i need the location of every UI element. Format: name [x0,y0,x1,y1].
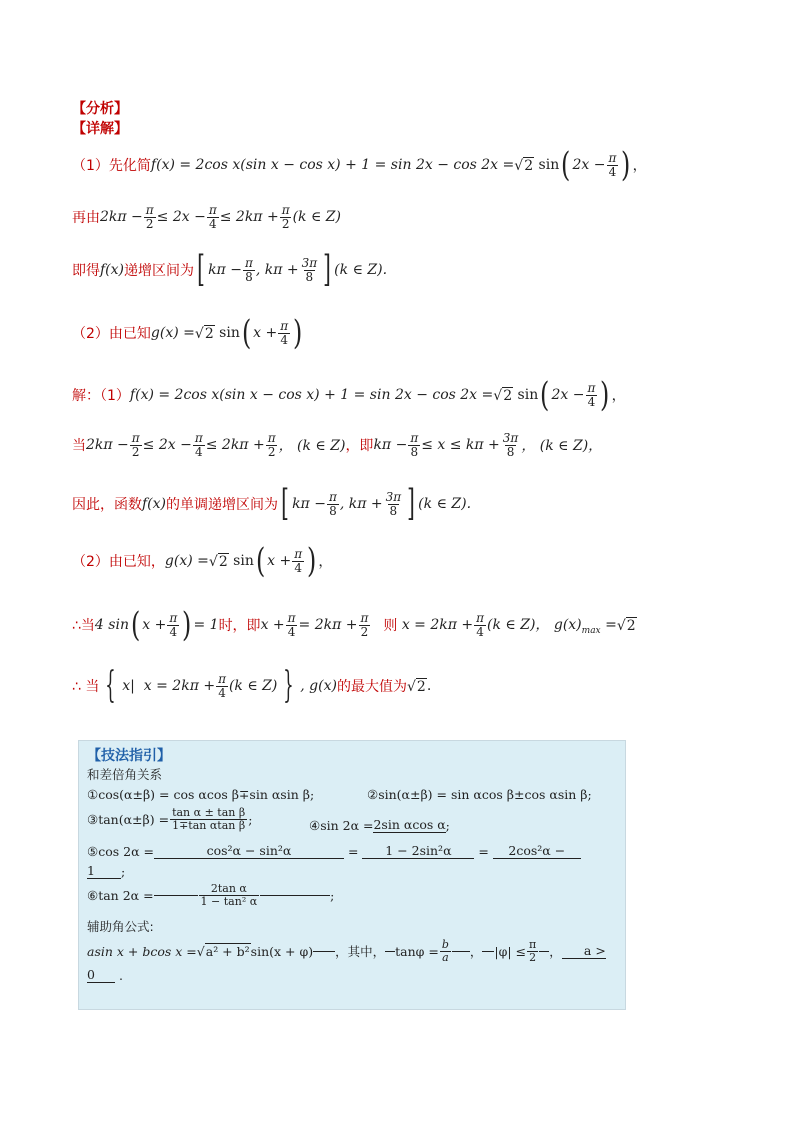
solution-step3-mid: 的单调递增区间为 [166,497,279,513]
analysis-line-3 [72,249,388,290]
analysis-heading: 【分析】 [72,101,128,117]
tips-title: 【技法指引】 [87,748,171,764]
expr-fx: f(x) [142,496,167,512]
expr-kpi: kπ − [292,496,326,512]
aux-tan-frac [440,939,451,963]
formula-tan-sum [87,807,252,831]
solution-line-1 [72,375,626,415]
expr-le-2x: ≤ 2x − [156,209,206,226]
solution-line-4 [72,541,333,581]
analysis-step1-expr: f(x) = 2cos x(sin x − cos x) + 1 = sin 2x − cos 2x = [150,157,515,173]
blank-line [313,951,335,952]
formula-sin-double-value: 2sin αcos α [373,817,446,832]
frac-numerator: π [529,938,537,951]
sin-text: sin [214,325,240,341]
frac-pi-2: $\frac{\pi}{2}$ [131,431,140,459]
expr-x-plus: x + [267,553,292,569]
formula-sin-double-label: ④sin 2α = [309,817,374,833]
expr-k-in-z: (k ∈ Z)， $g(x)_{max}$ = [487,617,617,636]
aux-sqrt: √ a² + b² [196,944,250,960]
solution-step5-mid1: 时，即 [218,618,261,634]
formula-tan-double [87,883,334,907]
frac-numerator: b [441,938,449,951]
blank-line [260,895,330,896]
equals: = [474,843,493,859]
solution-step4-label: （2）由已知， [72,554,165,570]
sqrt-2: √ 2 [208,553,228,570]
sin-text: sin [513,387,539,403]
expr-x-plus: x + [260,617,285,633]
solution-step3-label: 因此，函数 [72,497,142,513]
frac-3pi-8: $\frac{3\pi}{8}$ [301,255,318,284]
analysis-line-1 [72,145,647,185]
bracket-open: [ [197,249,205,290]
frac-3pi-8: $\frac{3\pi}{8}$ [502,431,519,459]
blank-line [385,951,395,952]
formula-cos-double-label: ⑤cos 2α = [87,843,154,859]
tips-subtitle: 和差倍角关系 [87,767,163,782]
paren-open: ( [255,541,266,581]
formula-cos-double-a: cos²α − sin²α [154,843,344,859]
aux-root: a² + b² [205,944,250,960]
sqrt-2: √ 2 [194,325,214,342]
period: . [115,967,123,983]
blank-line [482,951,494,952]
paren-open: ( [561,145,571,185]
expr-gx: g(x) = [150,325,195,341]
frac-pi-4: $\frac{\pi}{4}$ [169,610,178,639]
sqrt-2: √ 2 [406,678,426,695]
analysis-step2-label: 再由 [72,210,100,227]
expr-le-2x: ≤ 2x − [142,437,192,454]
paren-open: ( [241,313,252,353]
frac-pi-4: $\frac{\pi}{4}$ [608,150,617,179]
solution-line-3 [72,483,472,524]
frac-denominator: 2 [529,950,537,964]
comma: ， [469,944,483,960]
solution-line-5 [72,605,637,645]
formula-cos-double [87,843,581,859]
bracket-open: [ [281,483,289,524]
paren-close: ) [621,145,631,185]
expr-gx: , g(x) [300,678,337,694]
frac-denominator: 1∓tan αtan β [172,818,246,832]
semicolon: ; [248,811,253,827]
expr-x-eq: x = 2kπ + [397,617,474,633]
solution-step2-label: 当 [72,438,86,455]
blank-line [539,951,549,952]
expr-kpi-plus: , kπ + [339,496,383,512]
expr-le-x-le-kpi: ≤ x ≤ kπ + [421,437,500,454]
aux-zero: 0 [87,967,115,983]
comma: ， [632,158,647,174]
aux-where: ，其中， [335,944,386,960]
formula-aux-cont [87,967,123,983]
expr-kpi: kπ − [208,262,242,278]
paren-close: ) [293,313,303,353]
frac-denominator: a [442,950,449,964]
expr-set-x: x| x = 2kπ + [122,678,216,694]
aux-tail: sin(x + φ) [250,943,314,959]
expr-kpi-plus: , kπ + [255,262,299,278]
expr-le-2kpi: ≤ 2kπ + [205,437,265,454]
frac-pi-4: $\frac{\pi}{4}$ [218,671,226,700]
expr-k-in-z: (k ∈ Z) [292,209,341,226]
formula-tan-sum-label: ③tan(α±β) = [87,811,170,827]
expr-2kpi: 2kπ − [86,437,129,454]
expr-x-plus: x + [253,325,278,341]
solution-step5-label: ∴当 [72,618,95,634]
frac-pi-4: $\frac{\pi}{4}$ [208,203,217,231]
aux-phi: |φ| ≤ [494,943,527,959]
frac-pi-4: $\frac{\pi}{4}$ [476,610,485,639]
solution-step6-mid: 的最大值为 [336,679,407,695]
frac-pi-2: $\frac{\pi}{2}$ [281,203,290,231]
expr-4sin: 4 sin [94,617,129,633]
bracket-close: ] [323,249,332,290]
frac-pi-8: $\frac{\pi}{8}$ [410,431,419,459]
semicolon: ; [445,817,450,833]
bracket-close: ] [407,483,416,524]
expr-k-in-z: ， (k ∈ Z)， [521,438,603,455]
period: . [426,678,432,694]
aux-tan: tanφ = [395,943,439,959]
sqrt-2: √ 2 [514,157,534,174]
formula-tan-double-label: ⑥tan 2α = [87,887,154,903]
frac-3pi-8: $\frac{3\pi}{8}$ [385,489,402,518]
aux-apos: a > [562,943,606,959]
solution-step2-mid: ，即 [345,438,374,455]
formula-cos-double-c: 2cos²α − [493,843,581,859]
frac-numerator: tan α ± tan β [172,806,246,819]
formula-cos-double-b: 1 − 2sin²α [362,843,474,859]
solution-step6-label: ∴ 当 [72,679,100,695]
blank-line [154,895,198,896]
expr-eq-1: = 1 [193,617,219,633]
brace-close: } [283,665,294,706]
frac-numerator: 2tan α [210,882,247,895]
formula-cos-sum: ①cos(α±β) = cos αcos β∓sin αsin β; [87,787,315,802]
frac-pi-4: $\frac{\pi}{4}$ [587,380,596,409]
frac-pi-4: $\frac{\pi}{4}$ [280,318,289,347]
frac-pi-4: $\frac{\pi}{4}$ [294,546,303,575]
equals: = [343,843,363,859]
expr-2kpi: 2kπ − [100,209,143,226]
expr-x-plus: x + [142,617,167,633]
paren-open: ( [130,605,141,645]
paren-close: ) [600,375,610,415]
paren-close: ) [307,541,317,581]
sin-text: sin [228,553,254,569]
formula-cos-double-c2: 1 [87,863,121,879]
frac-pi-2: $\frac{\pi}{2}$ [360,610,369,639]
formula-aux [87,939,606,963]
expr-fx: f(x) [100,262,125,278]
formula-sin-sum: ②sin(α±β) = sin αcos β±cos αsin β; [367,787,592,802]
detail-heading: 【详解】 [72,121,128,137]
formula-tan-sum-frac [170,807,247,831]
frac-denominator: 1 − tan² α [200,894,258,908]
analysis-step3-label: 即得 [72,263,100,279]
sin-text: sin [534,157,560,173]
frac-pi-8: $\frac{\pi}{8}$ [244,255,253,284]
semicolon: ; [330,887,335,903]
expr-k-in-z: (k ∈ Z). [418,496,472,512]
expr-k-in-z: (k ∈ Z). [334,262,388,278]
aux-expr: asin x + bcos x = [87,943,197,959]
brace-open: { [105,665,116,706]
analysis-step1-label: （1）先化简 [72,158,151,174]
expr-2x: 2x − [572,157,606,173]
aux-pi-frac [527,939,538,963]
frac-pi-8: $\frac{\pi}{8}$ [328,489,337,518]
aux-title: 辅助角公式: [87,919,154,934]
frac-pi-2: $\frac{\pi}{2}$ [267,431,276,459]
analysis-line-2 [72,204,341,230]
sqrt-2: √ 2 [493,387,513,404]
solution-step1-expr: f(x) = 2cos x(sin x − cos x) + 1 = sin 2x − cos 2x = [129,387,494,403]
solution-line-6 [72,665,432,706]
expr-eq-2kpi: = 2kπ + [298,617,358,633]
expr-2x: 2x − [551,387,585,403]
formula-sin-double [309,817,450,833]
formula-tan-double-frac [199,883,260,907]
paren-open: ( [540,375,550,415]
comma: ， [318,554,333,570]
expr-k-in-z: (k ∈ Z) [228,678,278,694]
expr-le-2kpi: ≤ 2kπ + [219,209,279,226]
sqrt-2: √ 2 [616,617,636,634]
expr-gx: g(x) = [164,553,209,569]
analysis-line-4 [72,313,304,353]
solution-step1-label: 解：（1） [72,388,130,404]
semicolon: ; [121,863,126,879]
solution-step5-mid2: 则 [383,618,398,634]
frac-pi-2: $\frac{\pi}{2}$ [145,203,154,231]
formula-cos-double-cont [87,863,125,879]
frac-pi-4: $\frac{\pi}{4}$ [194,431,203,459]
solution-line-2 [72,432,602,458]
analysis-step3-mid: 递增区间为 [124,263,195,279]
comma: ， [611,388,626,404]
frac-pi-4: $\frac{\pi}{4}$ [287,610,296,639]
expr-k-in-z: ， (k ∈ Z) [278,438,346,455]
expr-kpi: kπ − [373,437,408,454]
comma: ， [549,944,562,960]
paren-close: ) [182,605,192,645]
tips-box [78,740,626,1010]
blank-line [452,951,470,952]
analysis-step4-label: （2）由已知 [72,326,151,342]
